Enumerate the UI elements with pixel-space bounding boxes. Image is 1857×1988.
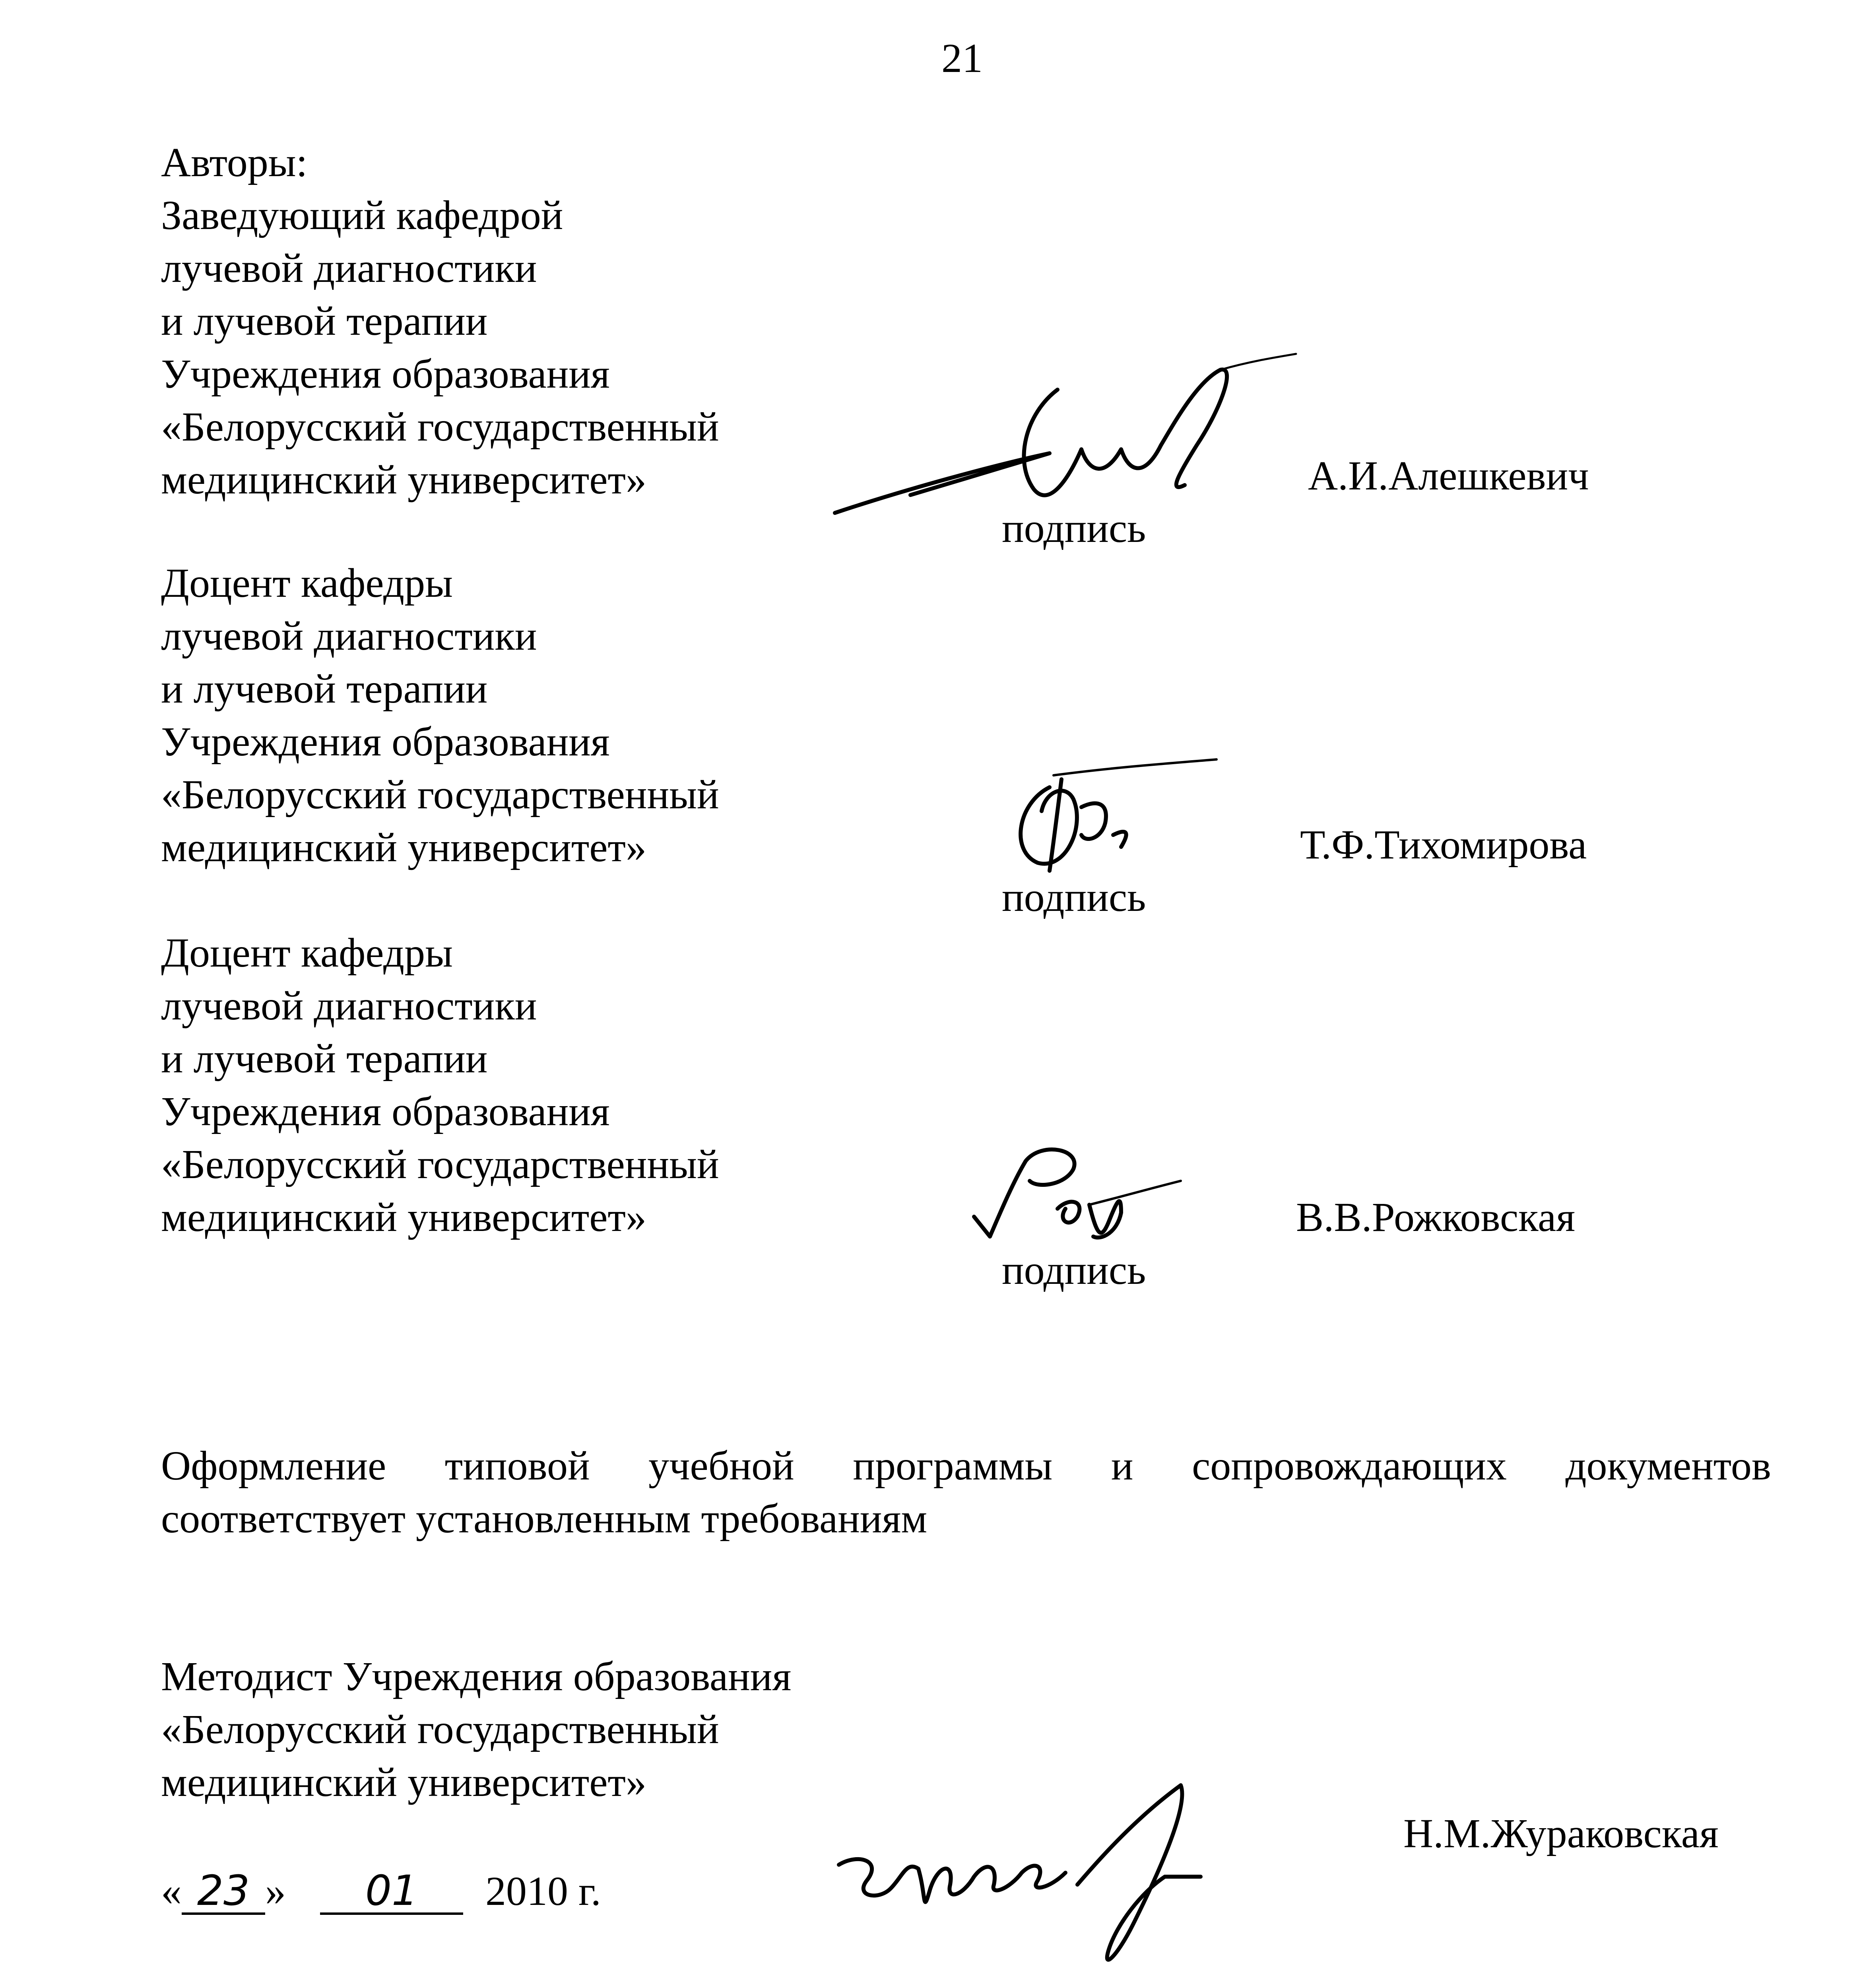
methodist-date (161, 1865, 601, 1918)
position-line: Доцент кафедры (161, 560, 453, 606)
signature-3-image (970, 1137, 1193, 1241)
position-line: медицинский университет» (161, 825, 646, 870)
date-year: 2010 г. (485, 1868, 601, 1914)
signature-caption-2: подпись (1002, 874, 1146, 920)
page-number: 21 (941, 35, 983, 81)
position-line: Заведующий кафедрой (161, 192, 563, 238)
date-day: 23 (182, 1869, 265, 1915)
position-line: лучевой диагностики (161, 613, 537, 659)
position-line: Учреждения образования (161, 1089, 610, 1134)
methodist-name: Н.М.Журaковская (1403, 1811, 1719, 1856)
signature-2-image (1002, 763, 1224, 883)
methodist-signature-image (823, 1797, 1221, 1988)
signature-caption-3: подпись (1002, 1247, 1146, 1293)
position-line: Учреждения образования (161, 719, 610, 765)
position-line: и лучевой терапии (161, 666, 488, 712)
date-close-quote: » (265, 1868, 286, 1914)
position-line: медицинский университет» (161, 1194, 646, 1240)
date-open-quote: « (161, 1868, 182, 1914)
date-month: 01 (320, 1869, 463, 1915)
compliance-line-1: Оформление типовой учебной программы и сопровождающих документов (161, 1443, 1771, 1489)
position-line: лучевой диагностики (161, 245, 537, 291)
position-line: лучевой диагностики (161, 983, 537, 1029)
compliance-line-2: соответствует установленным требованиям (161, 1496, 928, 1541)
author-2-name: Т.Ф.Тихомирова (1300, 822, 1587, 868)
author-1-position (161, 189, 719, 506)
position-line: «Белорусский государственный (161, 404, 719, 450)
position-line: «Белорусский государственный (161, 772, 719, 817)
author-3-name: В.В.Рожковская (1296, 1194, 1576, 1240)
position-line: медицинский университет» (161, 457, 646, 503)
methodist-position (161, 1650, 791, 1809)
author-1-name: А.И.Алешкевич (1308, 453, 1589, 499)
position-line: Доцент кафедры (161, 930, 453, 976)
position-line: и лучевой терапии (161, 1036, 488, 1081)
position-line: «Белорусский государственный (161, 1142, 719, 1187)
position-line: и лучевой терапии (161, 298, 488, 344)
author-3-position (161, 926, 719, 1244)
author-2-position (161, 557, 719, 874)
position-line: Учреждения образования (161, 351, 610, 397)
signature-1-image (827, 358, 1304, 525)
position-line: медицинский университет» (161, 1759, 646, 1805)
authors-heading: Авторы: (161, 140, 308, 185)
position-line: Методист Учреждения образования (161, 1654, 792, 1699)
position-line: «Белорусский государственный (161, 1706, 719, 1752)
compliance-paragraph (161, 1439, 1771, 1545)
signature-caption-1: подпись (1002, 505, 1146, 551)
